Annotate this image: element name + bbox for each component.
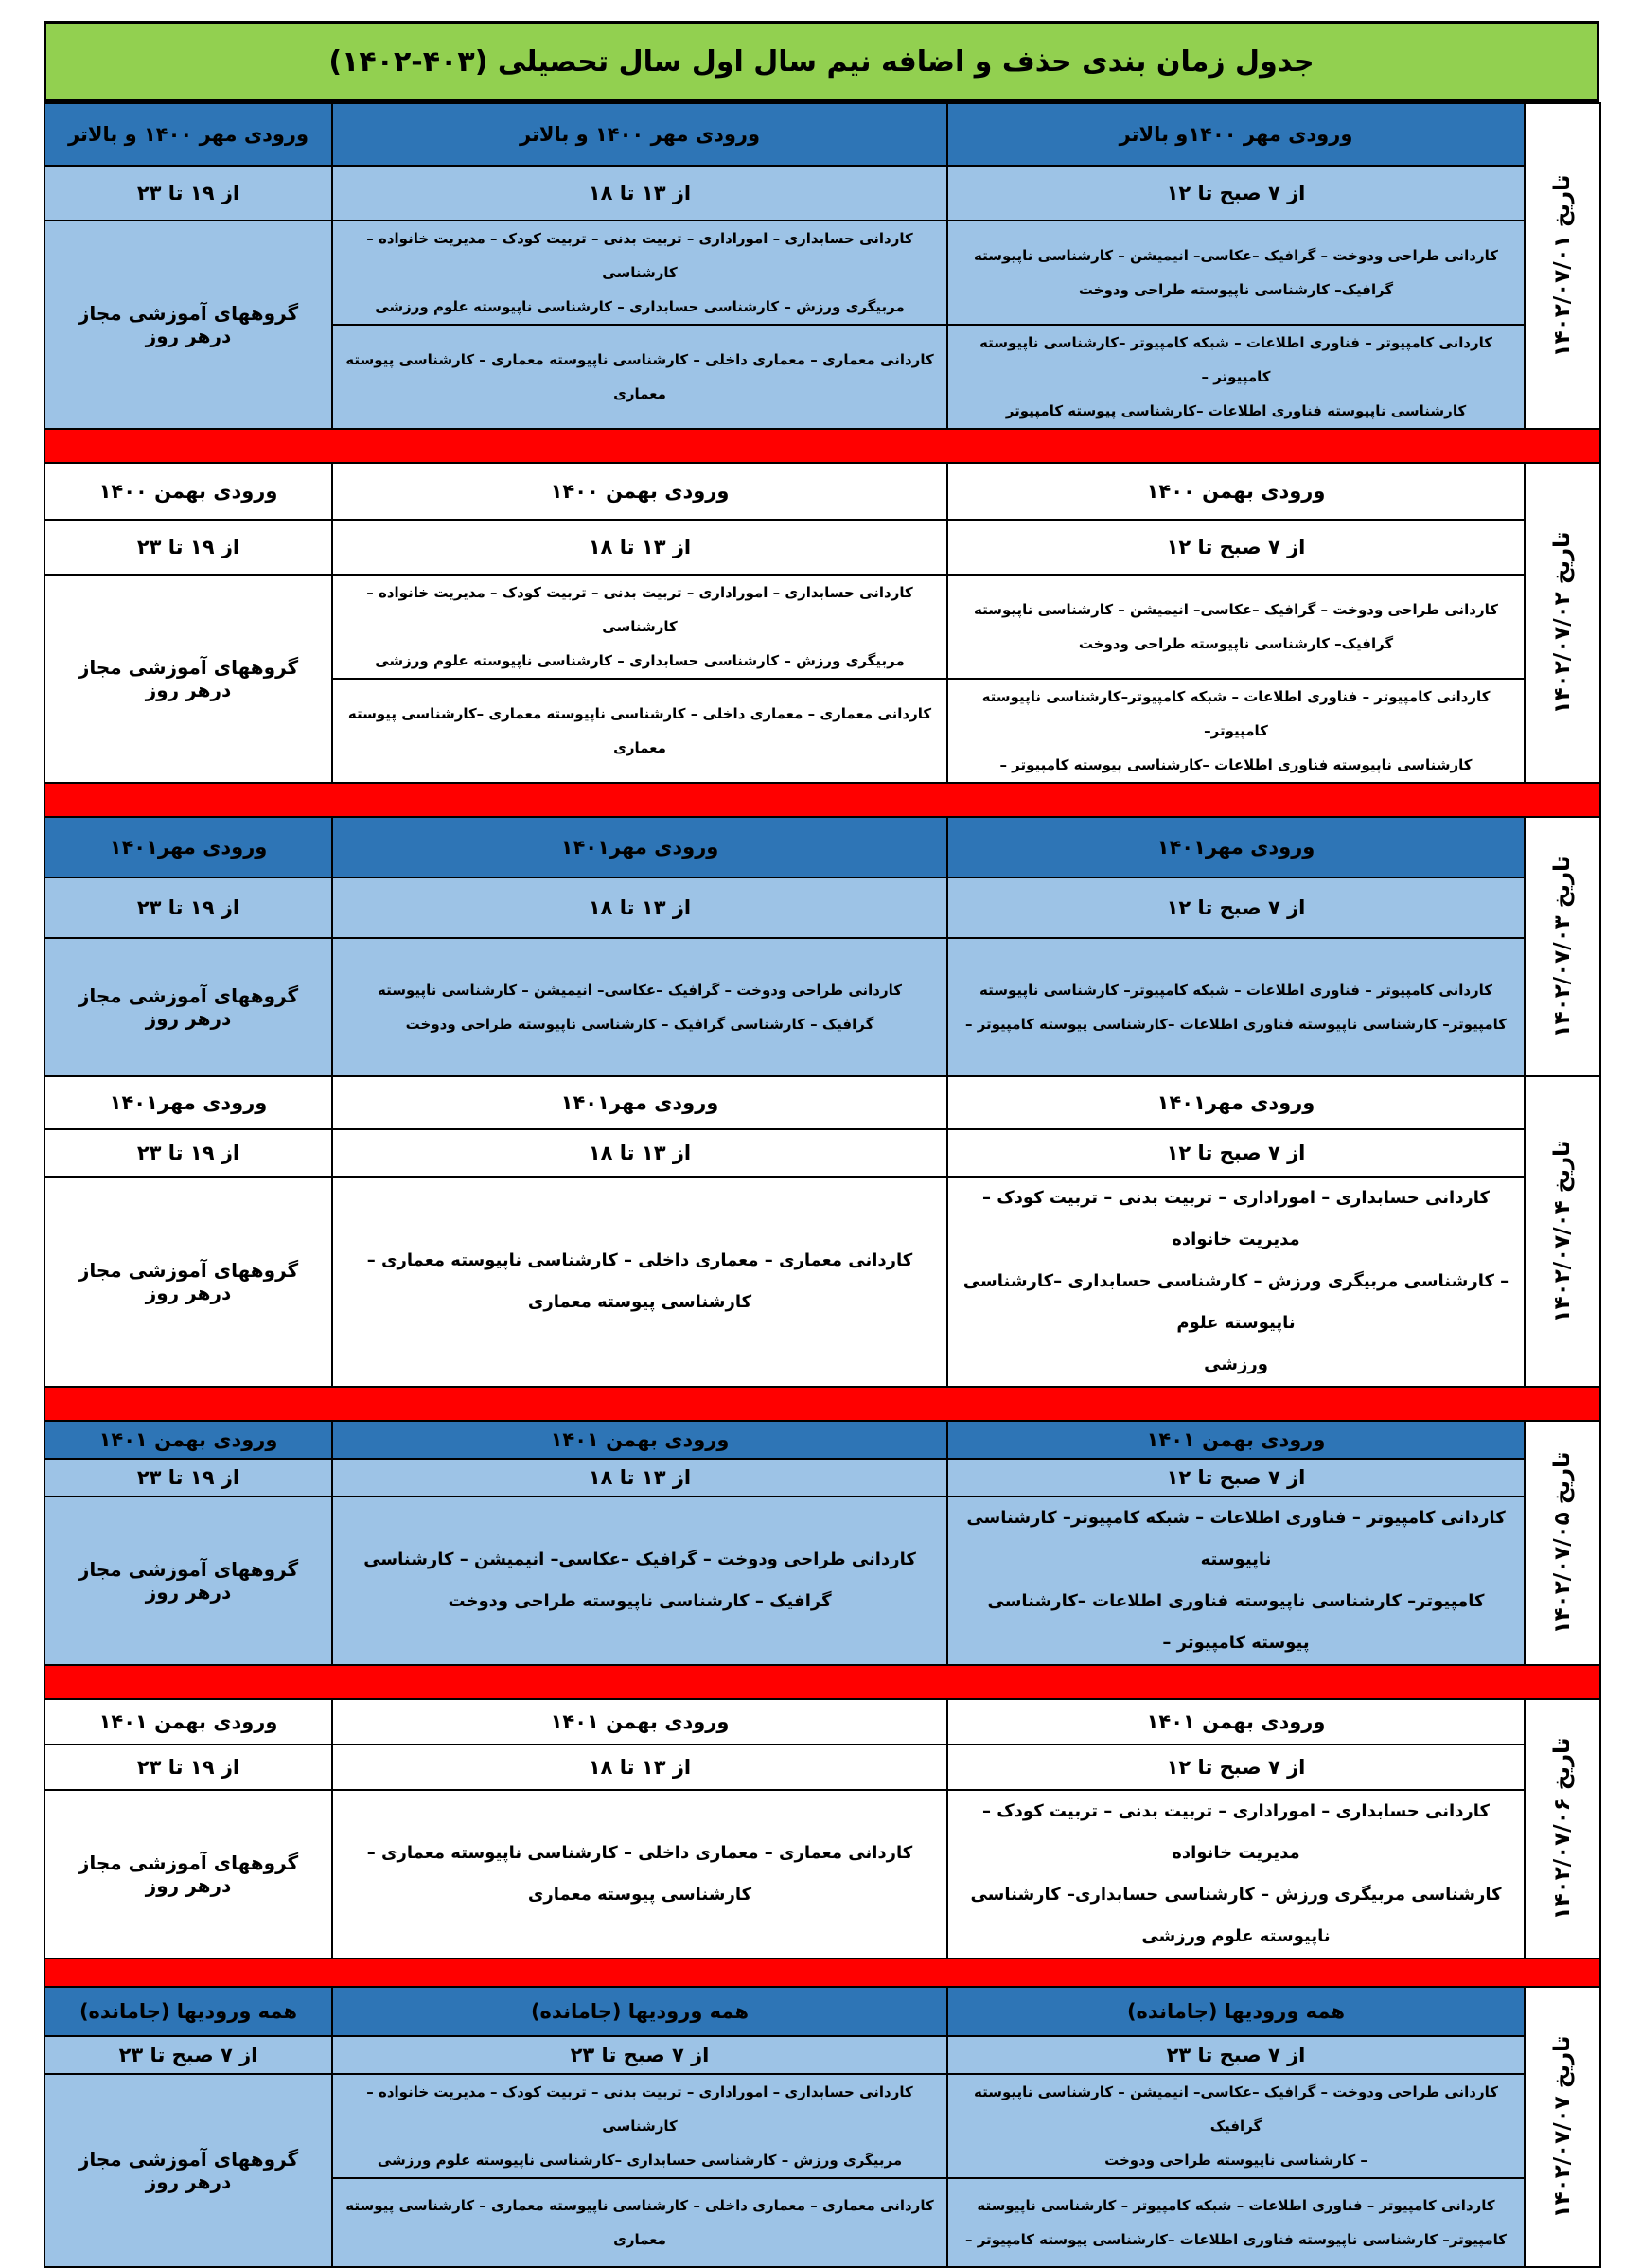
course-groups: کاردانی کامپیوتر – فناوری اطلاعات – شبکه کامپیوتر – کارشناسی ناپیوسته کامپیوتر– کارشناسی ناپیوسته فناوری اطلاعات –کارشناسی پیوسته کامپیوتر – <box>947 2178 1525 2267</box>
entry-header: ورودی بهمن ۱۴۰۰ <box>332 463 947 520</box>
entry-header: ورودی مهر۱۴۰۱ <box>947 1076 1525 1129</box>
time-row <box>44 2036 1600 2074</box>
time-slot: از ۷ صبح تا ۲۳ <box>332 2036 947 2074</box>
course-groups: کاردانی کامپیوتر – فناوری اطلاعات – شبکه کامپیوتر –کارشناسی ناپیوسته کامپیوتر – کارشناسی ناپیوسته فناوری اطلاعات –کارشناسی پیوسته کامپیوتر <box>947 325 1525 429</box>
date-label: تاریخ ۱۴۰۲/۰۷/۰۶ <box>1550 1737 1575 1921</box>
header-row <box>44 1421 1600 1459</box>
time-row <box>44 877 1600 938</box>
entry-header: ورودی مهر۱۴۰۱ <box>44 817 332 877</box>
entry-header: ورودی مهر ۱۴۰۰ و بالاتر <box>44 103 332 166</box>
groups-label: گروههای آموزشی مجاز درهر روز <box>44 1177 332 1387</box>
time-slot: از ۷ صبح تا ۱۲ <box>947 877 1525 938</box>
entry-header: ورودی بهمن ۱۴۰۱ <box>332 1421 947 1459</box>
entry-header: ورودی بهمن ۱۴۰۰ <box>44 463 332 520</box>
groups-label: گروههای آموزشی مجاز درهر روز <box>44 938 332 1076</box>
entry-header: ورودی بهمن ۱۴۰۱ <box>947 1699 1525 1745</box>
entry-header: ورودی بهمن ۱۴۰۱ <box>44 1421 332 1459</box>
groups-row <box>44 575 1600 679</box>
groups-label: گروههای آموزشی مجاز درهر روز <box>44 1790 332 1958</box>
time-slot: از ۱۳ تا ۱۸ <box>332 166 947 221</box>
course-groups: کاردانی حسابداری – امورادارى – تربیت بدنی – تربیت کودک – مدیریت خانواده کارشناسی مربیگری ورزش – کارشناسی حسابداری– کارشناسی ناپیوسته علوم ورزشی <box>947 1790 1525 1958</box>
time-slot: از ۱۹ تا ۲۳ <box>44 166 332 221</box>
groups-row <box>44 221 1600 325</box>
header-row <box>44 103 1600 166</box>
groups-row <box>44 1497 1600 1665</box>
entry-header: ورودی مهر۱۴۰۱ <box>332 817 947 877</box>
date-label: تاریخ ۱۴۰۲/۰۷/۰۱ <box>1550 174 1575 358</box>
date-label: تاریخ ۱۴۰۲/۰۷/۰۳ <box>1550 855 1575 1038</box>
time-row <box>44 166 1600 221</box>
entry-header: ورودی مهر ۱۴۰۰و بالاتر <box>947 103 1525 166</box>
time-slot: از ۱۹ تا ۲۳ <box>44 1745 332 1790</box>
separator-bar <box>44 1665 1600 1699</box>
groups-row <box>44 938 1600 1076</box>
entry-header: همه ورودیها (جامانده) <box>44 1987 332 2036</box>
separator-cell <box>44 429 1600 463</box>
course-groups: کاردانی حسابداری – امورادارى – تربیت بدنی – تربیت کودک – مدیریت خانواده – کارشناسی مربیگری ورزش – کارشناسی حسابداری –کارشناسی ناپیوسته علوم ورزشی <box>332 2074 947 2178</box>
groups-label: گروههای آموزشی مجاز درهر روز <box>44 2074 332 2267</box>
header-row <box>44 817 1600 877</box>
course-groups: کاردانی کامپیوتر – فناوری اطلاعات – شبکه کامپیوتر– کارشناسی ناپیوسته کامپیوتر– کارشناسی ناپیوسته فناوری اطلاعات –کارشناسی پیوسته کامپیوتر – <box>947 1497 1525 1665</box>
date-cell <box>1525 1699 1600 1958</box>
groups-row <box>44 1790 1600 1958</box>
time-slot: از ۷ صبح تا ۲۳ <box>947 2036 1525 2074</box>
time-slot: از ۷ صبح تا ۱۲ <box>947 520 1525 575</box>
groups-label: گروههای آموزشی مجاز درهر روز <box>44 1497 332 1665</box>
entry-header: ورودی مهر۱۴۰۱ <box>332 1076 947 1129</box>
entry-header: ورودی مهر۱۴۰۱ <box>44 1076 332 1129</box>
time-slot: از ۱۳ تا ۱۸ <box>332 1745 947 1790</box>
groups-row <box>44 1177 1600 1387</box>
time-slot: از ۱۹ تا ۲۳ <box>44 1129 332 1177</box>
course-groups: کاردانی حسابداری – امورادارى – تربیت بدنی – تربیت کودک – مدیریت خانواده – کارشناسی مربیگری ورزش – کارشناسی حسابداری – کارشناسی ناپیوسته علوم ورزشی <box>332 575 947 679</box>
header-row <box>44 1987 1600 2036</box>
course-groups: کاردانی معماری – معماری داخلی – کارشناسی ناپیوسته معماری – کارشناسی پیوسته معماری <box>332 1790 947 1958</box>
entry-header: ورودی بهمن ۱۴۰۰ <box>947 463 1525 520</box>
separator-cell <box>44 783 1600 817</box>
date-label: تاریخ ۱۴۰۲/۰۷/۰۲ <box>1550 531 1575 715</box>
time-slot: از ۱۹ تا ۲۳ <box>44 1459 332 1497</box>
time-slot: از ۱۳ تا ۱۸ <box>332 520 947 575</box>
date-label: تاریخ ۱۴۰۲/۰۷/۰۵ <box>1550 1451 1575 1635</box>
course-groups: کاردانی حسابداری – امورادارى – تربیت بدنی – تربیت کودک – مدیریت خانواده – کارشناسی مربیگری ورزش – کارشناسی حسابداری – کارشناسی ناپیوسته علوم ورزشی <box>332 221 947 325</box>
entry-header: ورودی بهمن ۱۴۰۱ <box>947 1421 1525 1459</box>
time-slot: از ۱۳ تا ۱۸ <box>332 1129 947 1177</box>
course-groups: کاردانی معماری – معماری داخلی – کارشناسی ناپیوسته معماری – کارشناسی پیوسته معماری <box>332 325 947 429</box>
entry-header: همه ورودیها (جامانده) <box>332 1987 947 2036</box>
date-cell <box>1525 1421 1600 1665</box>
time-row <box>44 1745 1600 1790</box>
separator-cell <box>44 1958 1600 1987</box>
groups-label: گروههای آموزشی مجاز درهر روز <box>44 221 332 429</box>
date-cell <box>1525 463 1600 783</box>
course-groups: کاردانی معماری – معماری داخلی – کارشناسی ناپیوسته معماری –کارشناسی پیوسته معماری <box>332 679 947 783</box>
time-slot: از ۱۹ تا ۲۳ <box>44 877 332 938</box>
course-groups: کاردانی طراحی ودوخت – گرافیک –عکاسی– انیمیشن – کارشناسی ناپیوسته گرافیک– کارشناسی ناپیوسته طراحی ودوخت <box>947 221 1525 325</box>
separator-bar <box>44 1387 1600 1421</box>
groups-row <box>44 2074 1600 2178</box>
course-groups: کاردانی کامپیوتر – فناوری اطلاعات – شبکه کامپیوتر–کارشناسی ناپیوسته کامپیوتر– کارشناسی ناپیوسته فناوری اطلاعات –کارشناسی پیوسته کامپیوتر – <box>947 679 1525 783</box>
entry-header: همه ورودیها (جامانده) <box>947 1987 1525 2036</box>
date-cell <box>1525 1987 1600 2267</box>
time-slot: از ۷ صبح تا ۱۲ <box>947 1129 1525 1177</box>
entry-header: ورودی بهمن ۱۴۰۱ <box>332 1699 947 1745</box>
time-slot: از ۷ صبح تا ۲۳ <box>44 2036 332 2074</box>
time-slot: از ۷ صبح تا ۱۲ <box>947 1459 1525 1497</box>
course-groups: کاردانی طراحی ودوخت – گرافیک –عکاسی– انیمیشن – کارشناسی ناپیوسته گرافیک– کارشناسی ناپیوسته طراحی ودوخت <box>947 575 1525 679</box>
separator-cell <box>44 1387 1600 1421</box>
time-slot: از ۷ صبح تا ۱۲ <box>947 1745 1525 1790</box>
time-slot: از ۱۳ تا ۱۸ <box>332 877 947 938</box>
time-row <box>44 1129 1600 1177</box>
separator-bar <box>44 1958 1600 1987</box>
time-slot: از ۱۳ تا ۱۸ <box>332 1459 947 1497</box>
date-label: تاریخ ۱۴۰۲/۰۷/۰۴ <box>1550 1140 1575 1323</box>
date-cell <box>1525 817 1600 1076</box>
time-slot: از ۷ صبح تا ۱۲ <box>947 166 1525 221</box>
schedule-table <box>44 102 1601 2268</box>
date-cell <box>1525 103 1600 429</box>
entry-header: ورودی بهمن ۱۴۰۱ <box>44 1699 332 1745</box>
entry-header: ورودی مهر ۱۴۰۰ و بالاتر <box>332 103 947 166</box>
schedule-page <box>44 21 1599 2268</box>
header-row <box>44 463 1600 520</box>
time-row <box>44 1459 1600 1497</box>
header-row <box>44 1699 1600 1745</box>
course-groups: کاردانی طراحی ودوخت – گرافیک –عکاسی– انیمیشن – کارشناسی ناپیوسته گرافیک – کارشناسی گرافیک – کارشناسی ناپیوسته طراحی ودوخت <box>332 938 947 1076</box>
course-groups: کاردانی معماری – معماری داخلی – کارشناسی ناپیوسته معماری – کارشناسی پیوسته معماری <box>332 1177 947 1387</box>
date-label: تاریخ ۱۴۰۲/۰۷/۰۷ <box>1550 2035 1575 2219</box>
course-groups: کاردانی طراحی ودوخت – گرافیک –عکاسی– انیمیشن – کارشناسی گرافیک – کارشناسی ناپیوسته طراحی ودوخت <box>332 1497 947 1665</box>
time-slot: از ۱۹ تا ۲۳ <box>44 520 332 575</box>
course-groups: کاردانی معماری – معماری داخلی – کارشناسی ناپیوسته معماری – کارشناسی پیوسته معماری <box>332 2178 947 2267</box>
course-groups: کاردانی کامپیوتر – فناوری اطلاعات – شبکه کامپیوتر– کارشناسی ناپیوسته کامپیوتر– کارشناسی ناپیوسته فناوری اطلاعات –کارشناسی پیوسته کامپیوتر – <box>947 938 1525 1076</box>
course-groups: کاردانی طراحی ودوخت – گرافیک –عکاسی– انیمیشن – کارشناسی ناپیوسته گرافیک – کارشناسی ناپیوسته طراحی ودوخت <box>947 2074 1525 2178</box>
separator-bar <box>44 783 1600 817</box>
page-title: جدول زمان بندی حذف و اضافه نیم سال اول سال تحصیلی (۴۰۳-۱۴۰۲) <box>44 21 1599 102</box>
header-row <box>44 1076 1600 1129</box>
course-groups: کاردانی حسابداری – امورادارى – تربیت بدنی – تربیت کودک – مدیریت خانواده – کارشناسی مربیگری ورزش – کارشناسی حسابداری –کارشناسی ناپیوسته علوم ورزشی <box>947 1177 1525 1387</box>
separator-bar <box>44 429 1600 463</box>
groups-label: گروههای آموزشی مجاز درهر روز <box>44 575 332 783</box>
time-row <box>44 520 1600 575</box>
date-cell <box>1525 1076 1600 1387</box>
entry-header: ورودی مهر۱۴۰۱ <box>947 817 1525 877</box>
separator-cell <box>44 1665 1600 1699</box>
